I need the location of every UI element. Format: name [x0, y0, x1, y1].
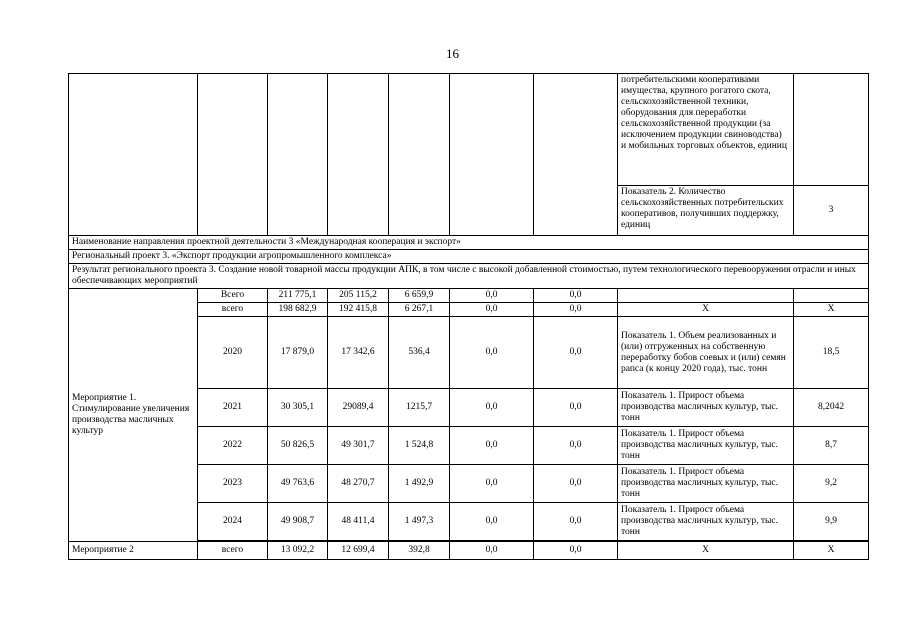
empty-cell	[268, 74, 328, 236]
table-row	[69, 289, 869, 303]
indicator-value: 18,5	[794, 317, 869, 389]
year-cell: 2023	[198, 465, 268, 503]
value-cell: 1215,7	[389, 389, 450, 427]
year-cell: всего	[198, 542, 268, 560]
project-heading: Региональный проект 3. «Экспорт продукции агропромышленного комплекса»	[69, 250, 869, 264]
year-cell: 2022	[198, 427, 268, 465]
table-row	[69, 74, 869, 186]
value-cell: 6 267,1	[389, 303, 450, 317]
value-cell: 0,0	[450, 317, 534, 389]
value-cell: 49 301,7	[328, 427, 389, 465]
value-cell: 0,0	[450, 303, 534, 317]
value-cell: 0,0	[534, 542, 618, 560]
indicator-value: Х	[794, 303, 869, 317]
value-cell: 30 305,1	[268, 389, 328, 427]
year-cell: Всего	[198, 289, 268, 303]
empty-cell	[794, 74, 869, 186]
value-cell: 392,8	[389, 542, 450, 560]
value-cell: 0,0	[534, 317, 618, 389]
value-cell: 49 908,7	[268, 503, 328, 541]
value-cell: 1 497,3	[389, 503, 450, 541]
value-cell: 0,0	[450, 289, 534, 303]
indicator-text: Х	[618, 542, 794, 560]
empty-cell	[198, 74, 268, 236]
value-cell: 17 342,6	[328, 317, 389, 389]
value-cell: 0,0	[450, 389, 534, 427]
year-cell: 2020	[198, 317, 268, 389]
indicator-text: Показатель 1. Прирост объема производства масличных культур, тыс. тонн	[618, 465, 794, 503]
table-row	[69, 236, 869, 250]
empty-cell	[534, 74, 618, 236]
indicator-value: Х	[794, 542, 869, 560]
value-cell: 6 659,9	[389, 289, 450, 303]
indicator-text: Показатель 1. Прирост объема производства масличных культур, тыс. тонн	[618, 427, 794, 465]
table-row	[69, 542, 869, 560]
value-cell: 1 492,9	[389, 465, 450, 503]
value-cell: 0,0	[534, 303, 618, 317]
value-cell: 0,0	[534, 465, 618, 503]
value-cell: 1 524,8	[389, 427, 450, 465]
value-cell: 13 092,2	[268, 542, 328, 560]
value-cell: 0,0	[534, 289, 618, 303]
value-cell: 0,0	[534, 427, 618, 465]
value-cell: 198 682,9	[268, 303, 328, 317]
value-cell: 205 115,2	[328, 289, 389, 303]
year-cell: 2024	[198, 503, 268, 541]
page-number: 16	[446, 46, 459, 61]
table-row	[69, 250, 869, 264]
empty-cell	[794, 289, 869, 303]
empty-cell	[389, 74, 450, 236]
value-cell: 0,0	[534, 503, 618, 541]
value-cell: 48 270,7	[328, 465, 389, 503]
result-heading: Результат регионального проекта 3. Создание новой товарной массы продукции АПК, в том числе с высокой добавленной стоимостью, путем технологического перевооружения отрасли и иных обеспечивающих мероприятий	[69, 264, 869, 289]
direction-heading: Наименование направления проектной деятельности 3 «Международная кооперация и экспорт»	[69, 236, 869, 250]
empty-cell	[618, 289, 794, 303]
table-row	[69, 264, 869, 289]
indicator-value: 3	[794, 186, 869, 236]
value-cell: 0,0	[450, 503, 534, 541]
value-cell: 192 415,8	[328, 303, 389, 317]
indicator-text: Показатель 1. Прирост объема производства масличных культур, тыс. тонн	[618, 389, 794, 427]
indicator-value: 8,7	[794, 427, 869, 465]
indicator-text: Х	[618, 303, 794, 317]
value-cell: 12 699,4	[328, 542, 389, 560]
value-cell: 49 763,6	[268, 465, 328, 503]
indicator-value: 9,9	[794, 503, 869, 541]
value-cell: 0,0	[450, 465, 534, 503]
value-cell: 50 826,5	[268, 427, 328, 465]
indicator-text: Показатель 2. Количество сельскохозяйственных потребительских кооперативов, получивших поддержку, единиц	[618, 186, 794, 236]
measure-2-name: Мероприятие 2	[69, 542, 198, 560]
empty-cell	[328, 74, 389, 236]
year-cell: всего	[198, 303, 268, 317]
measure-1-name: Мероприятие 1. Стимулирование увеличения производства масличных культур	[69, 289, 198, 542]
value-cell: 0,0	[450, 427, 534, 465]
empty-cell	[69, 74, 198, 236]
indicator-text: Показатель 1. Объем реализованных и (или) отгруженных на собственную переработку бобов соевых и (или) семян рапса (к концу 2020 года), тыс. тонн	[618, 317, 794, 389]
value-cell: 0,0	[450, 542, 534, 560]
indicator-value: 8,2042	[794, 389, 869, 427]
indicator-text: Показатель 1. Прирост объема производства масличных культур, тыс. тонн	[618, 503, 794, 541]
year-cell: 2021	[198, 389, 268, 427]
indicator-value: 9,2	[794, 465, 869, 503]
indicator-text: потребительскими кооперативами имущества, крупного рогатого скота, сельскохозяйственной техники, оборудования для переработки сельскохозяйственной продукции (за исключением продукции свиноводства) и мобильных торговых объектов, единиц	[618, 74, 794, 186]
value-cell: 17 879,0	[268, 317, 328, 389]
value-cell: 536,4	[389, 317, 450, 389]
value-cell: 0,0	[534, 389, 618, 427]
value-cell: 211 775,1	[268, 289, 328, 303]
budget-table	[68, 73, 869, 560]
value-cell: 29089,4	[328, 389, 389, 427]
value-cell: 48 411,4	[328, 503, 389, 541]
empty-cell	[450, 74, 534, 236]
